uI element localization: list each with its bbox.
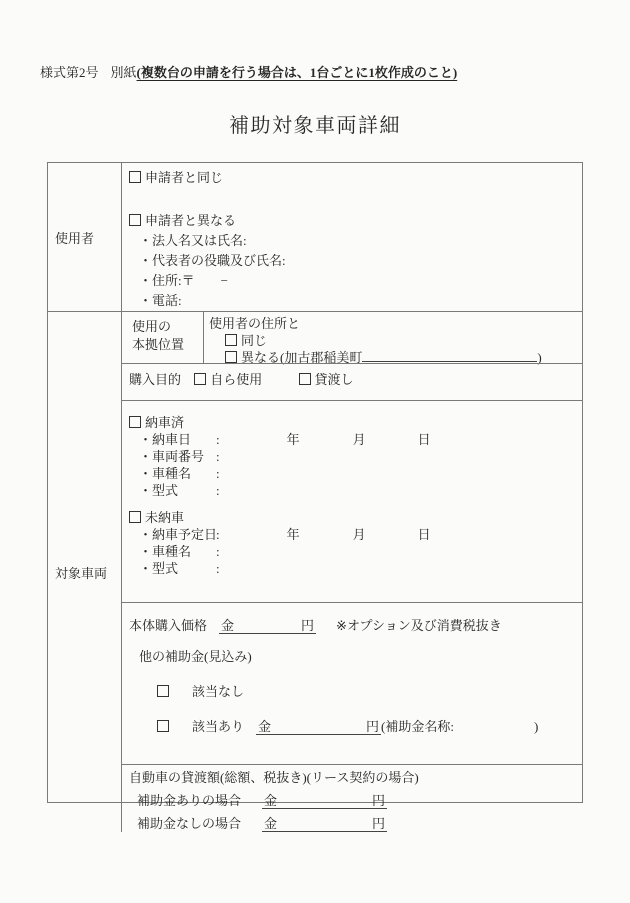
lease-without-subsidy-line: 補助金なしの場合 金 円: [137, 816, 386, 831]
field-address: ・住所:〒 −: [139, 273, 228, 288]
checkbox-icon: [194, 373, 206, 385]
blank-underline: [277, 804, 372, 805]
option-delivered: 納車済: [129, 414, 582, 431]
option-has-other-subsidy: 該当あり 金 円 (補助金名称: ): [157, 718, 582, 735]
option-same-as-applicant: 申請者と同じ: [129, 168, 582, 188]
form-number: 様式第2号: [40, 65, 99, 80]
undelivered-date-line: ・納車予定日: 年 月 日: [139, 527, 431, 542]
undelivered-model-type: ・型式 :: [139, 561, 220, 576]
colon: :: [216, 483, 220, 498]
user-row-content: [122, 163, 582, 311]
spacer: [454, 730, 534, 731]
option-address-same: 同じ: [225, 332, 582, 349]
subsidy-name-label: (補助金名称:: [381, 719, 454, 734]
base-location-label: 使用の 本拠位置: [122, 312, 204, 363]
colon: :: [216, 527, 220, 542]
checkbox-icon: [225, 334, 237, 346]
subsidy-amount-blank: 金 円: [258, 719, 380, 734]
checkbox-icon: [157, 685, 169, 697]
vehicle-detail-table: [47, 162, 583, 831]
delivered-model-name: ・車種名 :: [139, 466, 220, 481]
colon: :: [216, 544, 220, 559]
lease-amount-blank: 金 円: [264, 793, 386, 808]
lease-heading: 自動車の貸渡額(総額、税抜き)(リース契約の場合): [129, 770, 419, 785]
checkbox-icon: [299, 373, 311, 385]
page-title: 補助対象車両詳細: [229, 115, 401, 137]
header-note: [40, 62, 457, 81]
delivered-vehicle-number: ・車両番号 :: [139, 449, 220, 464]
blank-underline: [271, 730, 366, 731]
blank-underline: [234, 629, 301, 630]
vehicle-row: [48, 311, 582, 832]
checkbox-icon: [129, 416, 141, 428]
lease-row: [122, 764, 582, 832]
checkbox-icon: [129, 214, 141, 226]
option-no-other-subsidy: 該当なし: [157, 683, 582, 700]
option-self-use: 自ら使用: [194, 372, 262, 387]
colon: :: [216, 432, 220, 447]
undelivered-model-name: ・車種名 :: [139, 544, 220, 559]
option-lease-out: 貸渡し: [299, 372, 354, 387]
option-different-from-applicant: 申請者と異なる: [129, 211, 582, 231]
colon: :: [216, 449, 220, 464]
colon: :: [216, 466, 220, 481]
option-undelivered: 未納車: [129, 509, 582, 526]
checkbox-icon: [157, 720, 169, 732]
field-corporate-name: ・法人名又は氏名:: [139, 233, 247, 248]
user-row-label: 使用者: [48, 163, 122, 311]
lease-with-subsidy-line: 補助金ありの場合 金 円: [137, 793, 386, 808]
attachment-label: 別紙: [110, 65, 137, 80]
base-location-row: [122, 312, 582, 363]
blank-underline: [277, 827, 372, 828]
delivered-model-type: ・型式 :: [139, 483, 220, 498]
lease-amount-blank: 金 円: [264, 816, 386, 831]
checkbox-icon: [129, 171, 141, 183]
delivered-date-line: ・納車日 : 年 月 日: [139, 432, 431, 447]
price-row: [122, 602, 582, 764]
field-phone: ・電話:: [139, 293, 182, 308]
price-line: [129, 617, 582, 634]
option-address-different: 異なる(加古郡稲美町 ): [225, 349, 582, 366]
field-representative: ・代表者の役職及び氏名:: [139, 253, 286, 268]
base-location-heading: 使用者の住所と: [209, 316, 301, 331]
checkbox-icon: [225, 351, 237, 363]
price-note: ※オプション及び消費税抜き: [336, 618, 502, 633]
delivery-status-row: [122, 400, 582, 602]
purchase-purpose-row: [122, 363, 582, 400]
checkbox-icon: [129, 511, 141, 523]
colon: :: [216, 561, 220, 576]
purchase-purpose-label: 購入目的: [129, 372, 182, 387]
attachment-instruction: (複数台の申請を行う場合は、1台ごとに1枚作成のこと): [136, 65, 458, 80]
blank-underline: [362, 358, 537, 362]
other-subsidy-heading: 他の補助金(見込み): [139, 649, 252, 664]
price-label: 本体購入価格: [129, 618, 208, 633]
base-location-content: [204, 312, 582, 363]
price-amount-blank: 金 円: [221, 618, 315, 633]
vehicle-row-label: 対象車両: [48, 312, 122, 832]
user-row: [48, 163, 582, 311]
